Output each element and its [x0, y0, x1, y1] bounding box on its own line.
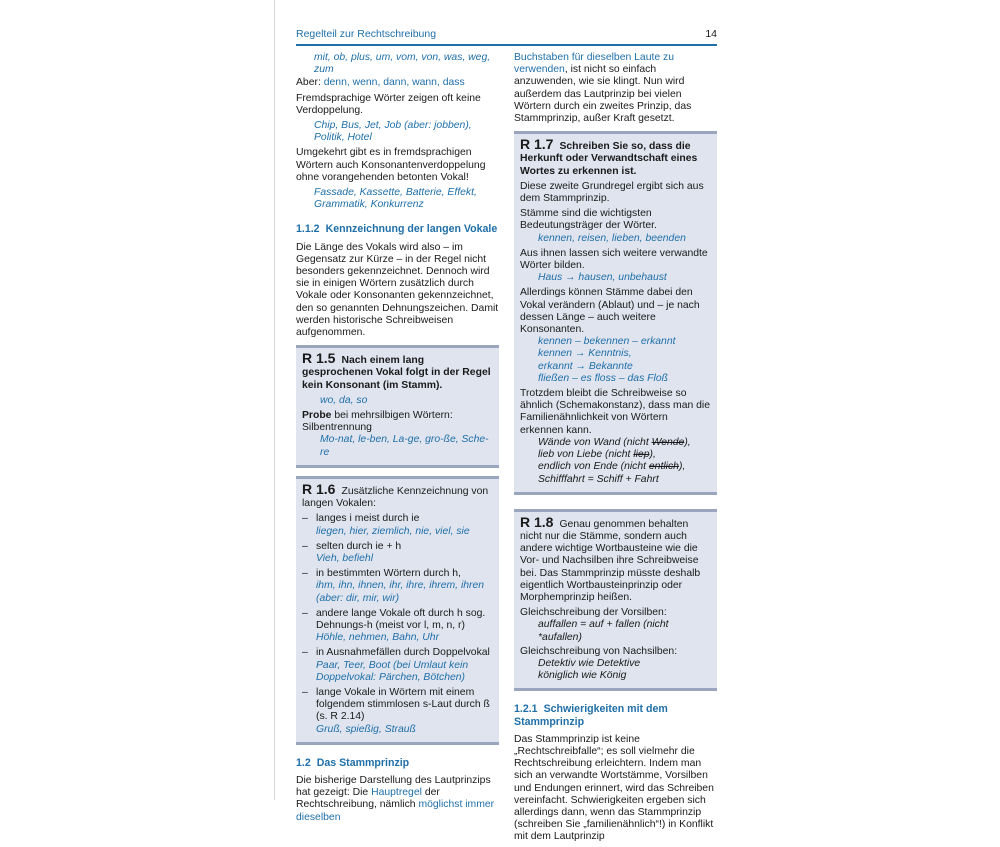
paragraph: Stämme sind die wichtigsten Bedeutungsträger der Wörter. [520, 208, 657, 232]
paragraph: Aus ihnen lassen sich weitere verwandte Wörter bilden. [520, 247, 708, 272]
section-heading-1-2-1: 1.2.1 Schwierigkeiten mit dem Stammprinzip [514, 703, 668, 728]
paragraph: Allerdings können Stämme dabei den Vokal verändern (Ablaut) und – je nach dessen Länge – auch weitere Konsonanten. [520, 287, 700, 336]
rule-label: R 1.8 [520, 513, 554, 530]
example-line: endlich von Ende (nicht entlich), [538, 461, 686, 473]
example-line: Haus → hausen, unbehaust [538, 272, 667, 284]
paragraph: Buchstaben für dieselben Laute zu verwenden, ist nicht so einfach anzuwenden, wie sie klingt. Nun wird außerdem das Lautprinzip bei vielen Wörtern durch ein zweites Prinzip, das Stammprinzip, außer Kraft gesetzt. [514, 52, 692, 125]
paragraph: Trotzdem bleibt die Schreibweise so ähnlich (Schemakonstanz), dass man die Familienähnlichkeit von Wörtern erkennen kann. [520, 388, 711, 436]
rule-box-r1-8 [514, 509, 717, 692]
example-line: Schifffahrt = Schiff + Fahrt [538, 473, 659, 485]
example-line: Mo-nat, le-ben, La-ge, gro-ße, Sche-re [320, 434, 489, 458]
example-line: Chip, Bus, Jet, Job (aber: jobben), Politik, Hotel [314, 120, 472, 144]
rule-box-r1-5 [296, 345, 499, 468]
list-item: – andere lange Vokale oft durch h sog. Dehnungs-h (meist vor l, m, n, r) Höhle, nehmen, Bahn, Uhr [302, 608, 493, 645]
aber-label: Aber: [296, 77, 324, 89]
aber-words: denn, wenn, dann, wann, dass [323, 77, 465, 89]
example-line: Detektiv wie Detektive [538, 657, 641, 669]
probe-label: Probe [302, 410, 332, 422]
header-rule [296, 44, 717, 46]
paragraph: Die Länge des Vokals wird also – im Gegensatz zur Kürze – in der Regel nicht besonders gekennzeichnet. Dennoch wird sie in einigen Wörtern zusätzlich durch Vokale oder Konsonanten gekennzeichnet, den so genannten Dehnungszeichen. Damit werden historische Schreibweisen aufgenommen. [296, 241, 499, 339]
paragraph: Umgekehrt gibt es in fremdsprachigen Wörtern auch Konsonantenverdoppelung ohne vorangehenden betonten Vokal! [296, 147, 486, 183]
rule-heading: Schreiben Sie so, dass die Herkunft oder Verwandtschaft eines Wortes zu erkennen ist. [520, 141, 698, 177]
rule-heading: Zusätzliche Kennzeichnung von langen Vokalen: [302, 485, 489, 510]
running-head-title: Regelteil zur Rechtschreibung [296, 28, 437, 40]
rule-heading: Genau genommen behalten nicht nur die Stämme, sondern auch andere wichtige Wortbausteine wie die Vor- und Nachsilben ihre Schreibweise bei. Das Stammprinzip müsste deshalb eigentlich Wortbausteinprinzip oder Morphemprinzip heißen. [520, 518, 701, 603]
example-line: wo, da, so [320, 394, 368, 406]
example-line: königlich wie König [538, 670, 627, 682]
paragraph: Die bisherige Darstellung des Lautprinzips hat gezeigt: Die Hauptregel der Rechtschreibung, nämlich möglichst immer dieselben [296, 774, 495, 823]
right-column [514, 52, 717, 847]
paragraph: Gleichschreibung von Nachsilben: [520, 645, 678, 657]
rule-label: R 1.5 [302, 350, 336, 367]
rule-label: R 1.7 [520, 136, 554, 153]
example-line: fließen – es floss – das Floß [538, 372, 668, 384]
hauptregel-term: Hauptregel [371, 787, 422, 799]
list-item: – in Ausnahmefällen durch Doppelvokal Paar, Teer, Boot (bei Umlaut kein Doppelvokal: Pärchen, Bötchen) [302, 647, 493, 684]
paragraph: Gleichschreibung der Vorsilben: [520, 607, 667, 619]
example-line: kennen → Kenntnis, [538, 348, 632, 360]
rule-box-r1-6 [296, 476, 499, 745]
paragraph: Das Stammprinzip ist keine „Rechtschreibfalle“; es soll vielmehr die Rechtschreibung erleichtern. Indem man sich an verwandte Wortstämme, Vorsilben und Endungen erinnert, wird das Schreiben vereinfacht. Schwierigkeiten ergeben sich allerdings dann, wenn das Stammprinzip (schreiben Sie „familienähnlich“!) in Konflikt mit dem Lautprinzip [514, 733, 714, 843]
rule-box-r1-7 [514, 131, 717, 494]
list-item: – lange Vokale in Wörtern mit einem folgendem stimmlosen s-Laut durch ß (s. R 2.14) Gruß, spießig, Strauß [302, 687, 493, 736]
section-heading-1-2: 1.2 Das Stammprinzip [296, 756, 410, 769]
page-spine [274, 0, 275, 800]
rule-heading: Nach einem lang gesprochenen Vokal folgt in der Regel kein Konsonant (im Stamm). [302, 355, 491, 391]
example-line: lieb von Liebe (nicht liep), [538, 449, 656, 461]
running-head [296, 25, 717, 45]
example-line: erkannt → Bekannte [538, 360, 633, 372]
example-line: mit, ob, plus, um, vom, von, was, weg, zum [314, 52, 491, 76]
page-number: 14 [705, 28, 717, 40]
example-line: auffallen = auf + fallen (nicht *aufallen) [538, 619, 669, 643]
list-item: – in bestimmten Wörtern durch h, ihm, ihn, ihnen, ihr, ihre, ihrem, ihren (aber: dir, mir, wir) [302, 568, 493, 605]
left-column [296, 52, 499, 827]
paragraph: Fremdsprachige Wörter zeigen oft keine Verdoppelung. [296, 92, 481, 116]
example-line: Wände von Wand (nicht Wende), [538, 436, 691, 448]
section-heading-1-1-2: 1.1.2 Kennzeichnung der langen Vokale [296, 223, 498, 236]
example-line: kennen – bekennen – erkannt [538, 336, 676, 348]
probe-text: bei mehrsilbigen Wörtern: Silbentrennung [302, 410, 453, 434]
example-line: Fassade, Kassette, Batterie, Effekt, Grammatik, Konkurrenz [314, 187, 477, 211]
paragraph: Diese zweite Grundregel ergibt sich aus dem Stammprinzip. [520, 180, 704, 205]
list-item: – langes i meist durch ie liegen, hier, ziemlich, nie, viel, sie [302, 513, 493, 537]
rule-label: R 1.6 [302, 480, 336, 497]
paragraph [296, 77, 499, 89]
example-line: kennen, reisen, lieben, beenden [538, 232, 686, 244]
list-item: – selten durch ie + h Vieh, befiehl [302, 541, 493, 565]
